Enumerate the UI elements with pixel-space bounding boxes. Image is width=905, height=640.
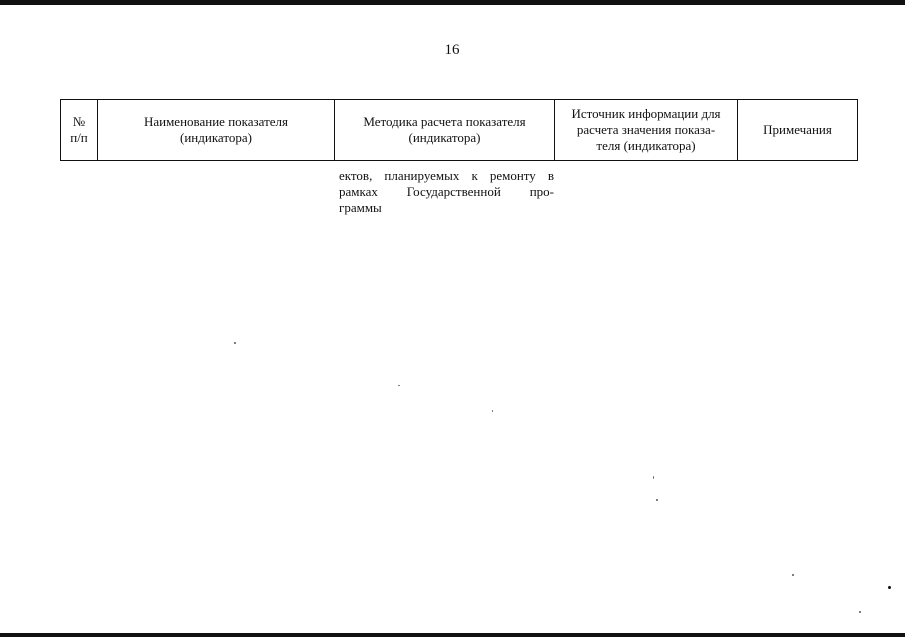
scan-speck bbox=[859, 611, 861, 613]
continuation-line: граммы bbox=[339, 200, 382, 215]
header-number bbox=[61, 100, 98, 161]
scan-speck bbox=[792, 574, 794, 576]
table-header-row bbox=[61, 100, 858, 161]
scan-speck bbox=[234, 342, 236, 344]
indicator-table-header bbox=[60, 99, 858, 161]
header-calculation-method bbox=[335, 100, 555, 161]
header-information-source bbox=[555, 100, 738, 161]
scan-speck bbox=[888, 586, 891, 589]
top-border-line bbox=[0, 0, 905, 5]
continuation-line: рамках Государственной про- bbox=[339, 184, 554, 199]
header-number-line: п/п bbox=[70, 130, 88, 145]
header-calculation-method-line: Методика расчета показателя bbox=[363, 114, 526, 129]
scan-speck bbox=[398, 385, 400, 386]
page-number: 16 bbox=[444, 42, 460, 58]
method-continuation-text bbox=[339, 168, 554, 216]
header-calculation-method-line: (индикатора) bbox=[408, 130, 481, 145]
header-information-source-line: Источник информации для bbox=[571, 106, 721, 121]
header-information-source-line: теля (индикатора) bbox=[596, 138, 696, 153]
header-notes-line: Примечания bbox=[763, 122, 832, 137]
header-information-source-line: расчета значения показа- bbox=[576, 122, 716, 137]
scan-speck bbox=[656, 499, 658, 501]
scan-speck bbox=[653, 476, 654, 479]
continuation-line: ектов, планируемых к ремонту в bbox=[339, 168, 554, 183]
header-indicator-name bbox=[98, 100, 335, 161]
bottom-border-line bbox=[0, 633, 905, 637]
header-indicator-name-line: (индикатора) bbox=[180, 130, 252, 145]
header-indicator-name-line: Наименование показателя bbox=[143, 114, 289, 129]
scan-speck bbox=[492, 410, 493, 412]
header-number-line: № bbox=[72, 114, 86, 129]
header-notes bbox=[738, 100, 858, 161]
